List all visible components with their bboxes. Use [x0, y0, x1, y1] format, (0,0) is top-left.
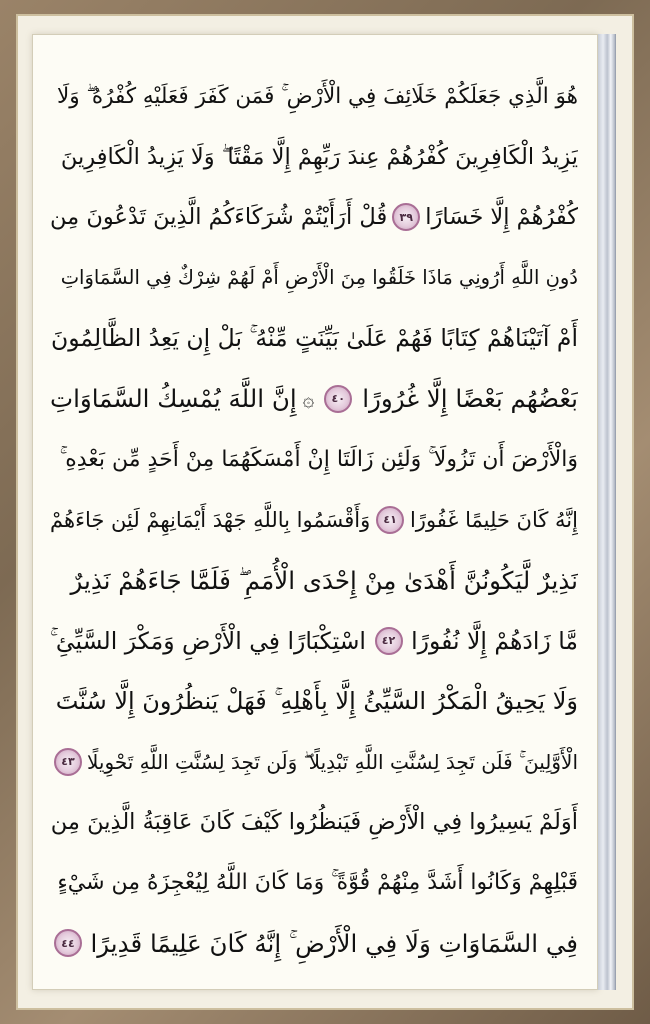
verse-text: أَوَلَمْ يَسِيرُوا فِي الْأَرْضِ فَيَنظُرُوا كَيْفَ كَانَ عَاقِبَةُ الَّذِينَ مِن	[50, 809, 578, 836]
verse-line	[50, 732, 578, 793]
verse-line	[50, 853, 578, 914]
verse-text: إِنَّهُ كَانَ حَلِيمًا غَفُورًا	[409, 507, 578, 532]
verse-line	[50, 127, 578, 188]
verse-text-block	[50, 66, 578, 974]
verse-line	[50, 248, 578, 309]
ayah-number-marker: ٣٩	[392, 203, 420, 231]
verse-line	[50, 792, 578, 853]
verse-line	[50, 611, 578, 672]
verse-text: وَالْأَرْضَ أَن تَزُولَا ۚ وَلَئِن زَالَتَا إِنْ أَمْسَكَهُمَا مِنْ أَحَدٍ مِّن بَعْدِهِ ۚ	[59, 446, 578, 472]
book-spine-edge	[598, 34, 616, 990]
ayah-number-marker: ٤٢	[375, 627, 403, 655]
ayah-number-marker: ٤١	[376, 506, 404, 534]
ayah-number-marker: ٤٠	[324, 385, 352, 413]
verse-line	[50, 187, 578, 248]
verse-text: نَذِيرٌ لَّيَكُونُنَّ أَهْدَىٰ مِنْ إِحْدَى الْأُمَمِ ۖ فَلَمَّا جَاءَهُمْ نَذِيرٌ	[70, 565, 578, 595]
verse-line	[50, 66, 578, 127]
verse-text: فِي السَّمَاوَاتِ وَلَا فِي الْأَرْضِ ۚ إِنَّهُ كَانَ عَلِيمًا قَدِيرًا	[90, 928, 578, 958]
verse-line	[50, 308, 578, 369]
verse-text: دُونِ اللَّهِ أَرُونِي مَاذَا خَلَقُوا مِنَ الْأَرْضِ أَمْ لَهُمْ شِرْكٌ فِي السَّمَاوَاتِ	[60, 266, 578, 290]
verse-text: مَّا زَادَهُمْ إِلَّا نُفُورًا	[411, 626, 578, 655]
ayah-number-marker: ٤٣	[54, 748, 82, 776]
verse-text: قَبْلِهِمْ وَكَانُوا أَشَدَّ مِنْهُمْ قُوَّةً ۚ وَمَا كَانَ اللَّهُ لِيُعْجِزَهُ مِن شَيْءٍ	[57, 870, 578, 896]
rub-el-hizb-icon: ۞	[302, 386, 315, 411]
verse-line	[50, 369, 578, 430]
verse-text: الْأَوَّلِينَ ۚ فَلَن تَجِدَ لِسُنَّتِ اللَّهِ تَبْدِيلًا ۖ وَلَن تَجِدَ لِسُنَّتِ اللَّهِ تَحْوِيلًا	[87, 749, 578, 774]
verse-text: وَلَا يَحِيقُ الْمَكْرُ السَّيِّئُ إِلَّا بِأَهْلِهِ ۚ فَهَلْ يَنظُرُونَ إِلَّا سُنَّتَ	[55, 687, 578, 716]
verse-line	[50, 913, 578, 974]
verse-text: أَمْ آتَيْنَاهُمْ كِتَابًا فَهُمْ عَلَىٰ بَيِّنَتٍ مِّنْهُ ۚ بَلْ إِن يَعِدُ الظَّالِمُونَ	[50, 324, 578, 353]
verse-text: اسْتِكْبَارًا فِي الْأَرْضِ وَمَكْرَ السَّيِّئِ ۚ	[50, 626, 366, 655]
verse-text: كُفْرُهُمْ إِلَّا خَسَارًا	[425, 204, 578, 231]
verse-text: هُوَ الَّذِي جَعَلَكُمْ خَلَائِفَ فِي الْأَرْضِ ۚ فَمَن كَفَرَ فَعَلَيْهِ كُفْرُهُ ۖ وَلَا	[56, 83, 578, 109]
verse-text: قُلْ أَرَأَيْتُمْ شُرَكَاءَكُمُ الَّذِينَ تَدْعُونَ مِن	[50, 204, 388, 231]
verse-text: وَأَقْسَمُوا بِاللَّهِ جَهْدَ أَيْمَانِهِمْ لَئِن جَاءَهُمْ	[50, 507, 371, 532]
verse-line	[50, 550, 578, 611]
verse-line	[50, 671, 578, 732]
verse-line	[50, 490, 578, 551]
verse-text: بَعْضُهُم بَعْضًا إِلَّا غُرُورًا	[362, 384, 578, 414]
verse-text: يَزِيدُ الْكَافِرِينَ كُفْرُهُمْ عِندَ رَبِّهِمْ إِلَّا مَقْتًا ۖ وَلَا يَزِيدُ الْكَافِرِينَ	[60, 143, 578, 170]
ayah-number-marker: ٤٤	[54, 929, 82, 957]
verse-line	[50, 429, 578, 490]
verse-text: إِنَّ اللَّهَ يُمْسِكُ السَّمَاوَاتِ	[50, 384, 297, 414]
